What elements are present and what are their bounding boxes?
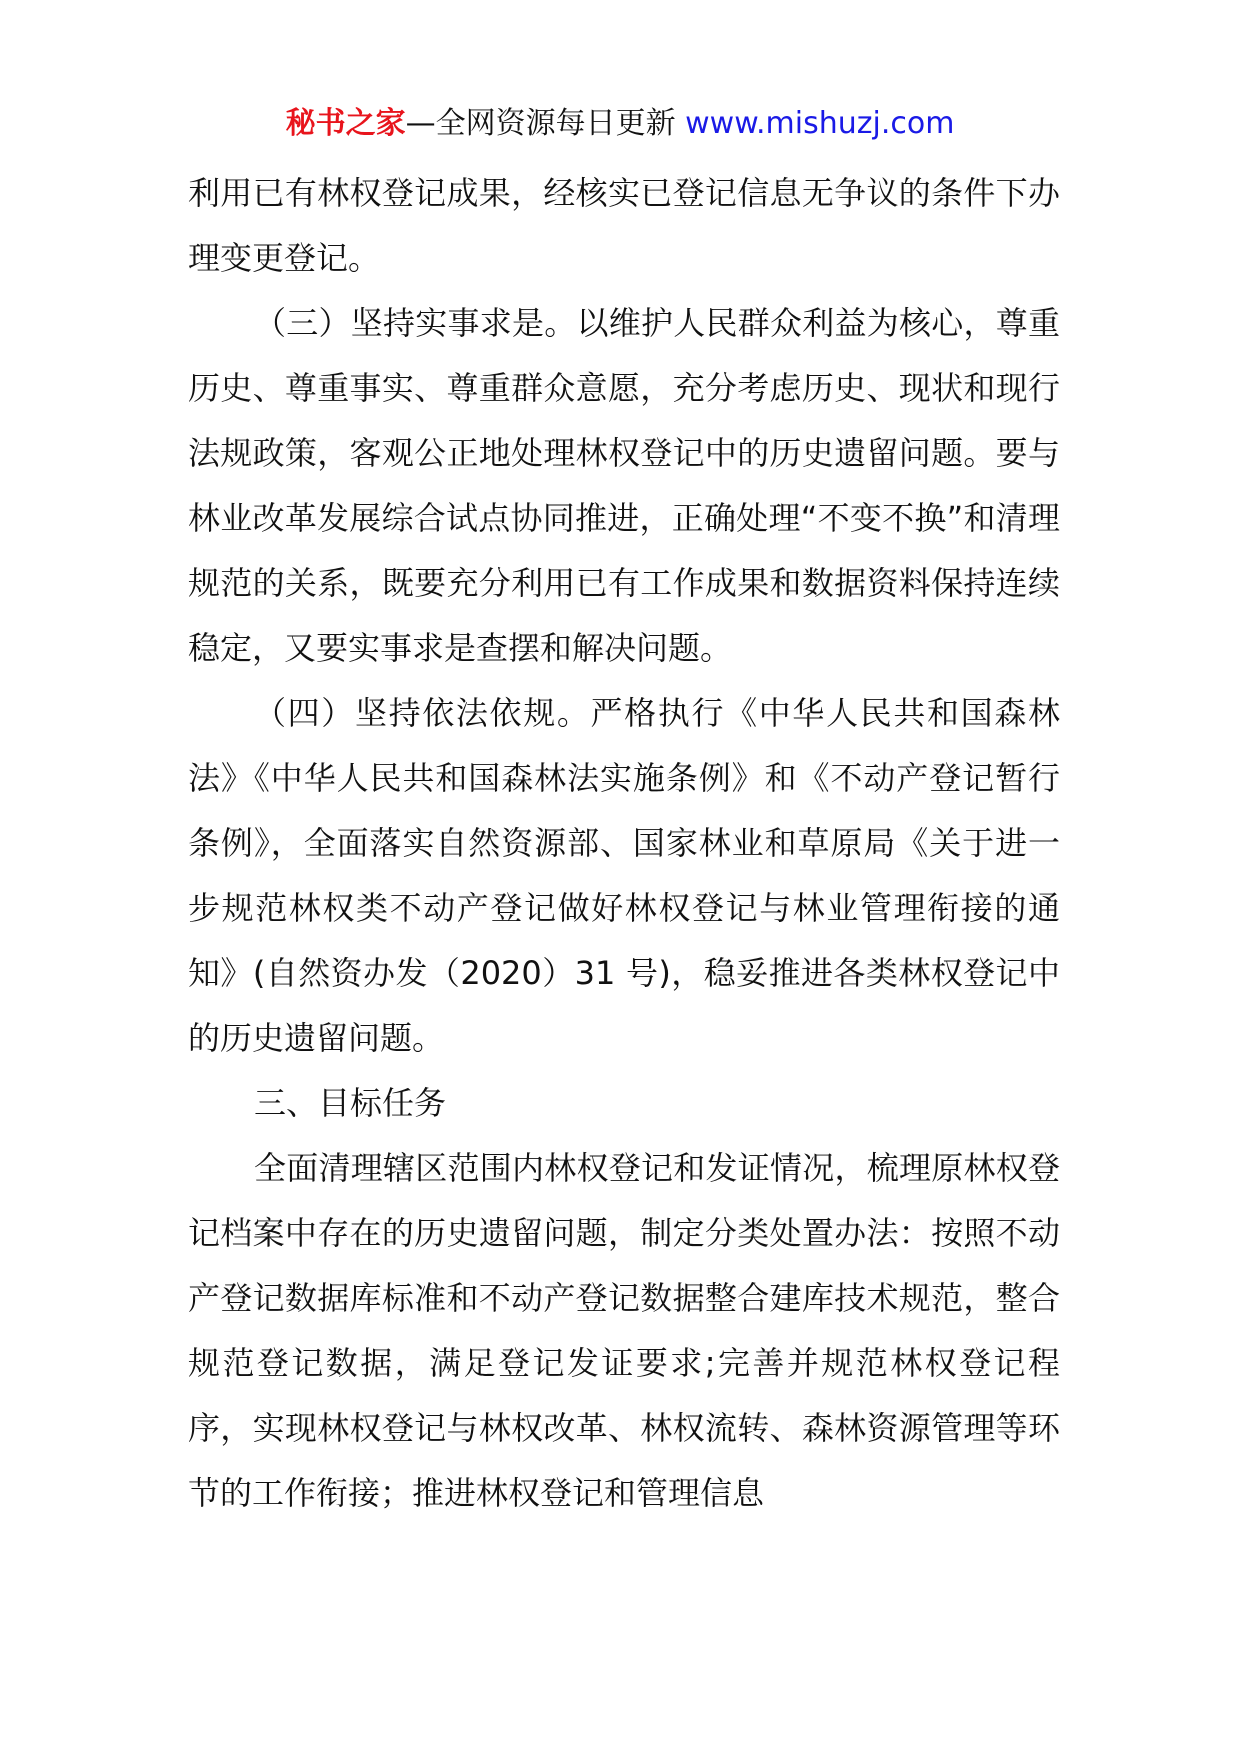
section-heading-goals: 三、目标任务 (254, 1084, 447, 1122)
document-body (188, 161, 1060, 1526)
paragraph-principle-four: （四）坚持依法依规。严格执行《中华人民共和国森林法》《中华人民共和国森林法实施条例》和《不动产登记暂行条例》，全面落实自然资源部、国家林业和草原局《关于进一步规范林权类不动产登记做好林权登记与林业管理衔接的通知》(自然资办发（2020）31 号)，稳妥推进各类林权登记中的历史遗留问题。 (188, 694, 1060, 1057)
header-slogan: —全网资源每日更新 (405, 106, 676, 141)
paragraph-continuation: 利用已有林权登记成果，经核实已登记信息无争议的条件下办理变更登记。 (188, 174, 1060, 277)
page-header (0, 104, 1240, 144)
brand-name: 秘书之家 (285, 106, 406, 141)
paragraph-principle-three: （三）坚持实事求是。以维护人民群众利益为核心，尊重历史、尊重事实、尊重群众意愿，充分考虑历史、现状和现行法规政策，客观公正地处理林权登记中的历史遗留问题。要与林业改革发展综合试点协同推进，正确处理“不变不换”和清理规范的关系，既要充分利用已有工作成果和数据资料保持连续稳定，又要实事求是查摆和解决问题。 (188, 304, 1060, 667)
site-url-link[interactable]: www.mishuzj.com (685, 106, 955, 141)
paragraph-goals: 全面清理辖区范围内林权登记和发证情况，梳理原林权登记档案中存在的历史遗留问题，制定分类处置办法：按照不动产登记数据库标准和不动产登记数据整合建库技术规范，整合规范登记数据，满足登记发证要求;完善并规范林权登记程序，实现林权登记与林权改革、林权流转、森林资源管理等环节的工作衔接；推进林权登记和管理信息 (188, 1149, 1060, 1512)
